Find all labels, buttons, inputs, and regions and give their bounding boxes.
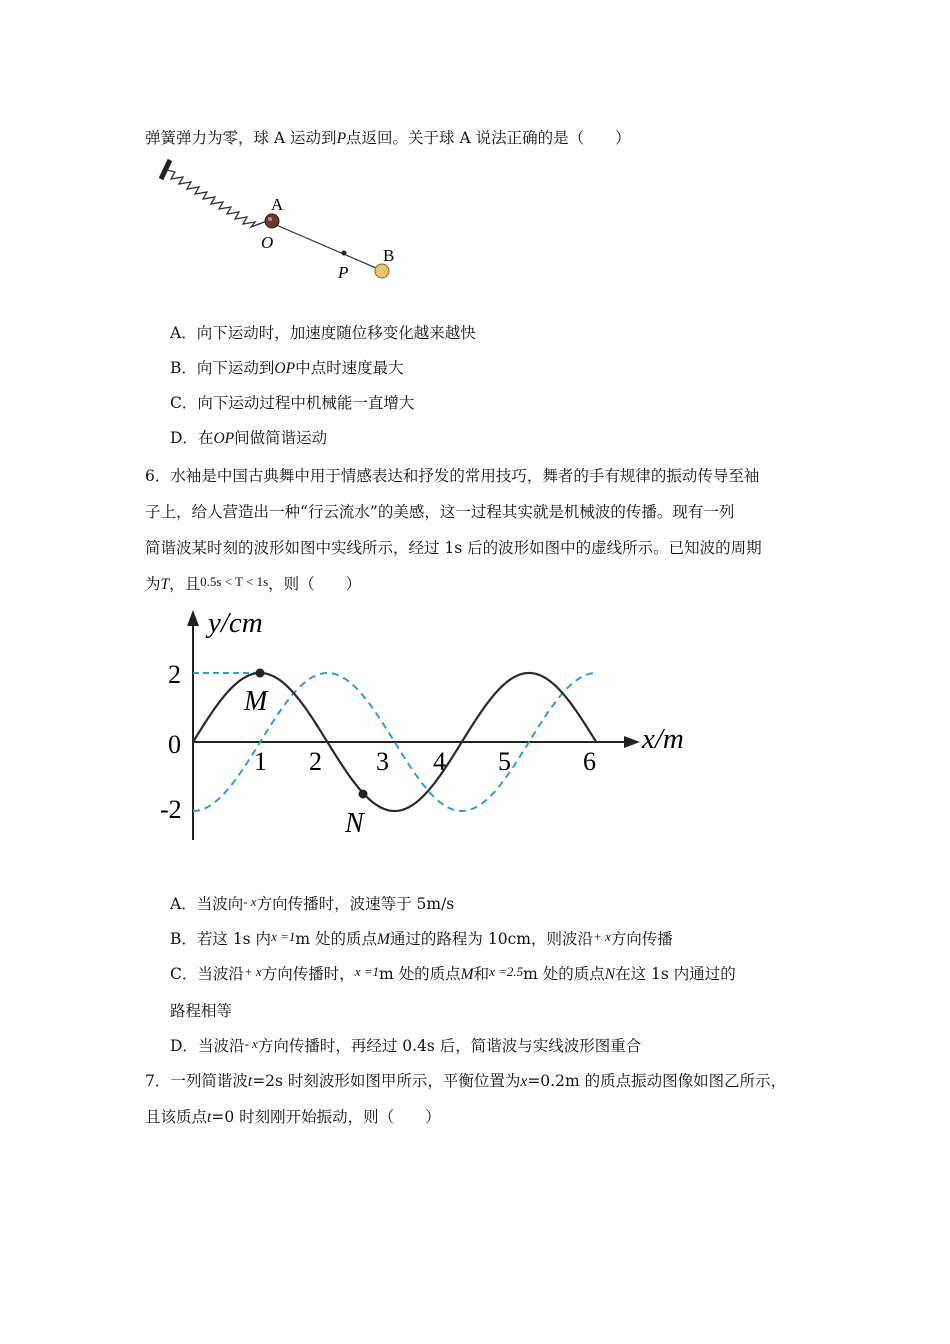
label-B: B (383, 246, 395, 265)
x-tick-4: 4 (433, 747, 446, 776)
wall-mount (161, 160, 170, 179)
wave-figure (150, 600, 710, 845)
x-tick-2: 2 (309, 747, 322, 776)
q6-option-c: C．当波沿+ x方向传播时，x =1m 处的质点M和x =2.5m 处的质点N在这 1s 内通过的 (170, 964, 736, 983)
x-axis-label: x/m (642, 723, 684, 755)
point-N (359, 790, 368, 799)
y-axis-label: y/cm (208, 607, 263, 639)
period-inequality: 0.5s < T < 1s (200, 574, 269, 589)
q5-stem-P: P (336, 130, 347, 147)
q6-option-d: D．当波沿- x方向传播时，再经过 0.4s 后，简谐波与实线波形图重合 (170, 1036, 642, 1055)
y-tick-neg2: -2 (160, 795, 182, 824)
label-A: A (271, 195, 284, 214)
x-axis-arrow (624, 736, 640, 748)
q6-line3: 简谐波某时刻的波形如图中实线所示，经过 1s 后的波形如图中的虚线所示。已知波的周期 (145, 539, 762, 557)
q7-line1: 7．一列简谐波t=2s 时刻波形如图甲所示，平衡位置为x=0.2m 的质点振动图像如图乙所示， (145, 1072, 787, 1090)
point-P (342, 251, 347, 256)
point-M (256, 669, 265, 678)
y-tick-0: 0 (168, 730, 181, 759)
x-tick-3: 3 (376, 747, 389, 776)
label-N: N (345, 808, 364, 839)
label-M: M (244, 686, 268, 717)
q5-option-c: C．向下运动过程中机械能一直增大 (170, 394, 415, 412)
q6-option-c-line2: 路程相等 (170, 1002, 233, 1020)
y-tick-2: 2 (168, 660, 181, 689)
label-O: O (261, 233, 274, 252)
q6-option-a: A．当波向- x方向传播时，波速等于 5m/s (170, 894, 455, 913)
q5-option-a: A．向下运动时，加速度随位移变化越来越快 (170, 324, 476, 342)
y-axis-arrow (187, 610, 199, 626)
label-P: P (338, 263, 349, 282)
q7-line2: 且该质点t=0 时刻刚开始振动，则（ ） (145, 1108, 441, 1126)
q5-stem: 弹簧弹力为零，球 A 运动到P点返回。关于球 A 说法正确的是（ ） (145, 129, 631, 147)
q6-option-b: B．若这 1s 内x =1m 处的质点M通过的路程为 10cm，则波沿+ x方向传播 (170, 929, 673, 948)
x-tick-5: 5 (498, 747, 511, 776)
rod (267, 221, 383, 271)
q5-option-b: B．向下运动到OP中点时速度最大 (170, 359, 404, 377)
spring (167, 170, 267, 227)
x-tick-6: 6 (583, 747, 596, 776)
x-tick-1: 1 (254, 747, 267, 776)
q5-option-d: D．在OP间做简谐运动 (170, 429, 328, 447)
ball-A (265, 214, 279, 228)
q6-line4: 为T，且0.5s < T < 1s，则（ ） (145, 574, 362, 593)
ball-B (375, 264, 389, 278)
q6-line2: 子上，给人营造出一种“行云流水”的美感，这一过程其实就是机械波的传播。现有一列 (145, 503, 735, 521)
spring-figure (155, 155, 415, 285)
q6-line1: 6．水袖是中国古典舞中用于情感表达和抒发的常用技巧，舞者的手有规律的振动传导至袖 (145, 467, 760, 485)
